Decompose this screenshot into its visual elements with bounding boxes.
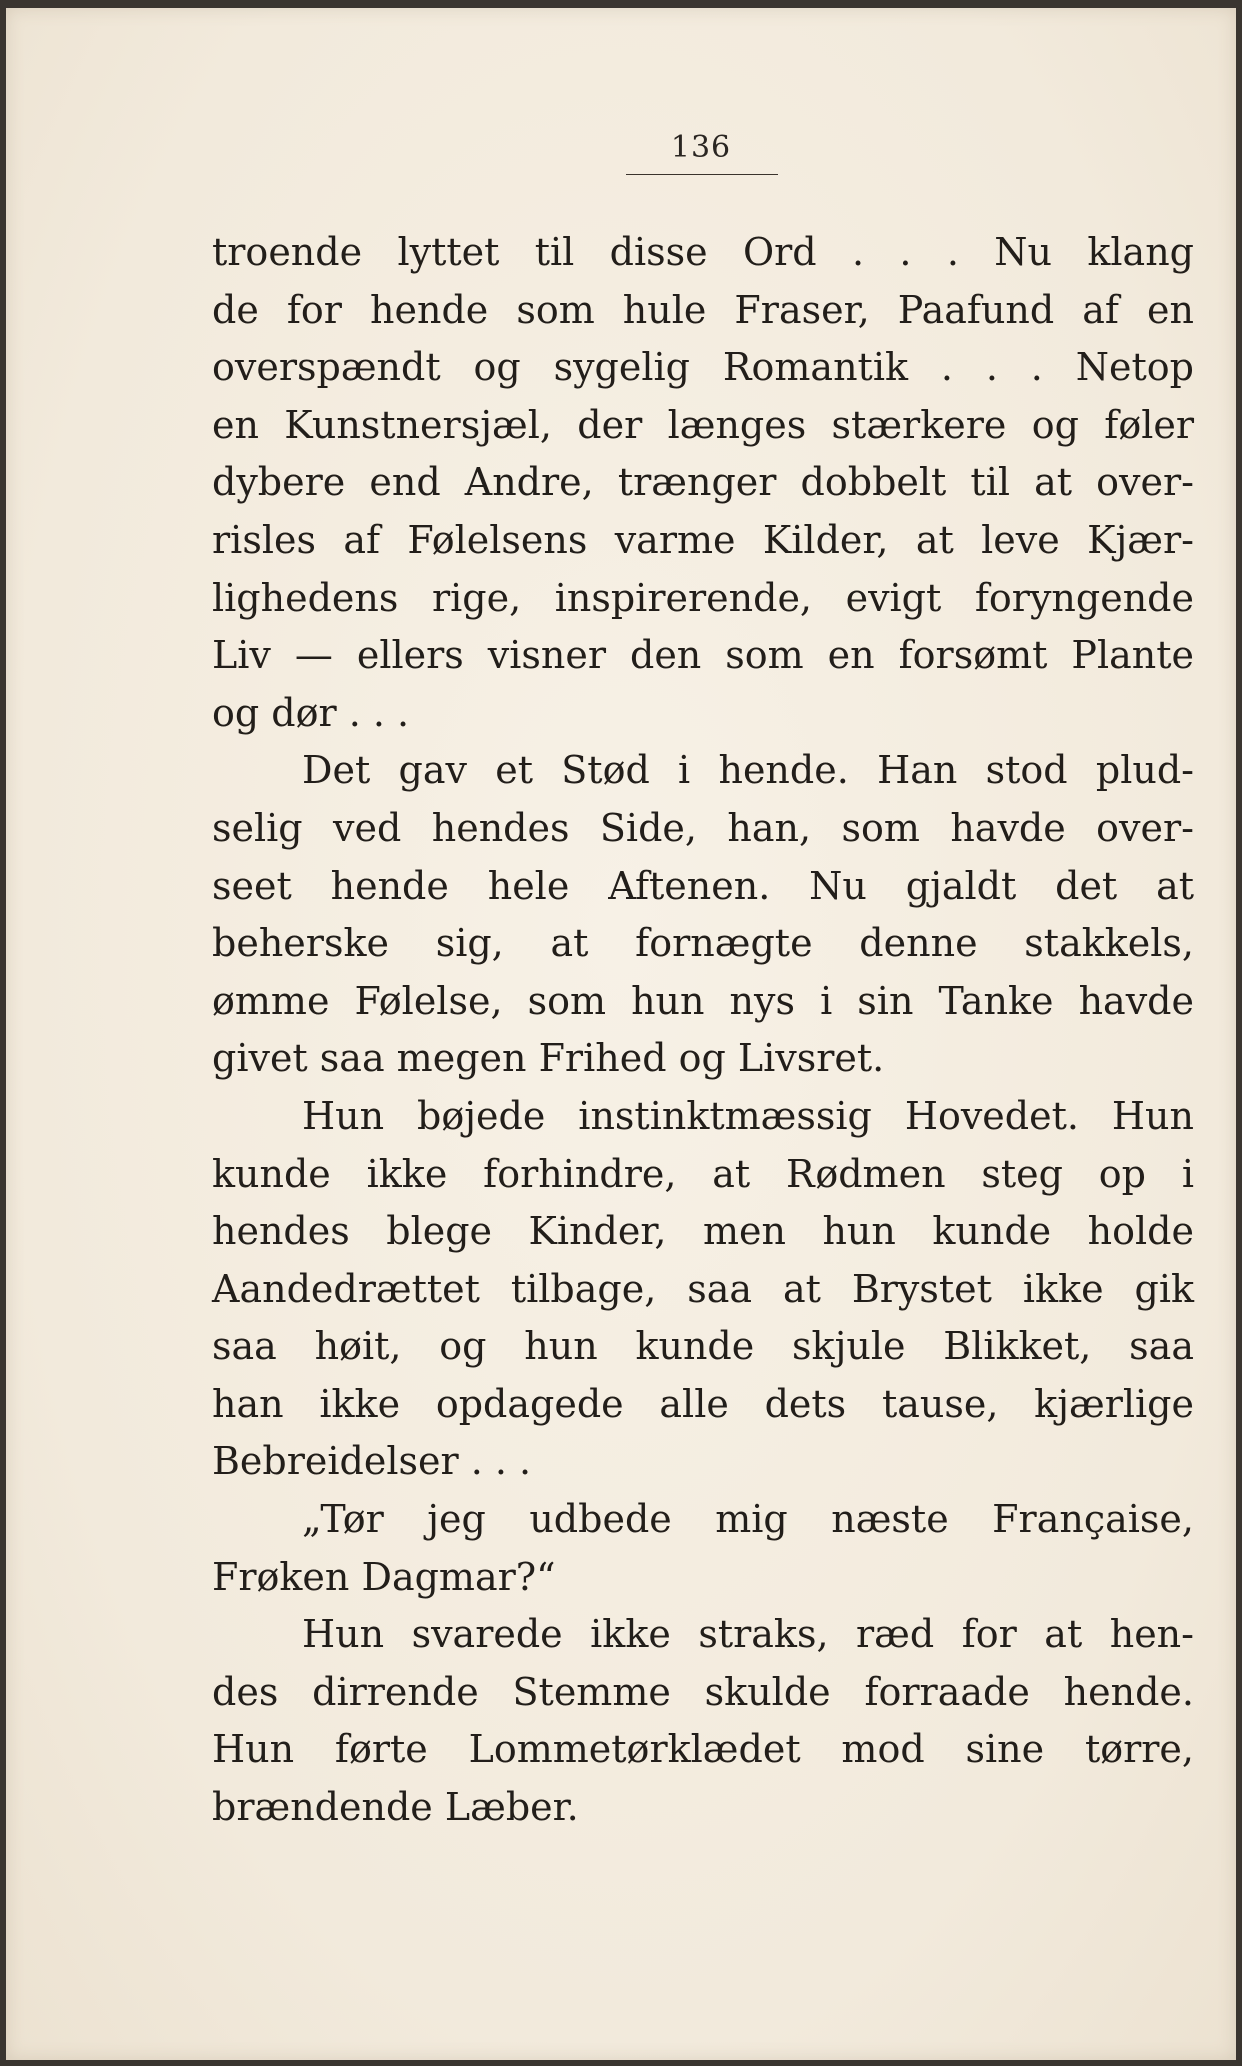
text-line: han ikke opdagede alle dets tause, kjærlige bbox=[212, 1381, 1194, 1426]
page-number: 136 bbox=[670, 130, 732, 165]
text-line: saa høit, og hun kunde skjule Blikket, saa bbox=[212, 1324, 1194, 1369]
body-text bbox=[212, 224, 1194, 1837]
text-line: de for hende som hule Fraser, Paafund af en bbox=[212, 287, 1194, 332]
text-line: kunde ikke forhindre, at Rødmen steg op i bbox=[212, 1151, 1194, 1196]
text-line: givet saa megen Frihed og Livsret. bbox=[212, 1036, 885, 1081]
text-line: Aandedrættet tilbage, saa at Brystet ikke gik bbox=[212, 1266, 1194, 1311]
text-line: Hun bøjede instinktmæssig Hovedet. Hun bbox=[302, 1093, 1194, 1138]
text-line: risles af Følelsens varme Kilder, at leve Kjær- bbox=[212, 517, 1194, 562]
text-line: dybere end Andre, trænger dobbelt til at over- bbox=[212, 460, 1194, 505]
text-line: Det gav et Stød i hende. Han stod plud- bbox=[302, 748, 1194, 793]
text-line: selig ved hendes Side, han, som havde over- bbox=[212, 805, 1194, 850]
text-line: brændende Læber. bbox=[212, 1785, 579, 1830]
text-line: Bebreidelser . . . bbox=[212, 1439, 532, 1484]
text-line: hendes blege Kinder, men hun kunde holde bbox=[212, 1209, 1194, 1254]
text-line: en Kunstnersjæl, der længes stærkere og føler bbox=[212, 402, 1194, 447]
text-line: beherske sig, at fornægte denne stakkels, bbox=[212, 921, 1194, 966]
text-line: des dirrende Stemme skulde forraade hende. bbox=[212, 1669, 1194, 1714]
text-line: overspændt og sygelig Romantik . . . Netop bbox=[212, 345, 1194, 390]
text-line: Liv — ellers visner den som en forsømt Plante bbox=[212, 633, 1194, 678]
text-line: troende lyttet til disse Ord . . . Nu klang bbox=[212, 230, 1194, 274]
page-number-rule bbox=[626, 174, 778, 175]
text-line: ømme Følelse, som hun nys i sin Tanke havde bbox=[212, 978, 1194, 1023]
text-line: og dør . . . bbox=[212, 690, 410, 735]
text-line: Hun svarede ikke straks, ræd for at hen- bbox=[302, 1612, 1194, 1657]
text-line: Frøken Dagmar?“ bbox=[212, 1554, 556, 1599]
text-line: „Tør jeg udbede mig næste Française, bbox=[302, 1497, 1194, 1542]
book-page bbox=[6, 8, 1236, 2060]
text-line: seet hende hele Aftenen. Nu gjaldt det at bbox=[212, 863, 1194, 908]
text-line: Hun førte Lommetørklædet mod sine tørre, bbox=[212, 1727, 1194, 1772]
text-line: lighedens rige, inspirerende, evigt foryngende bbox=[212, 575, 1194, 620]
